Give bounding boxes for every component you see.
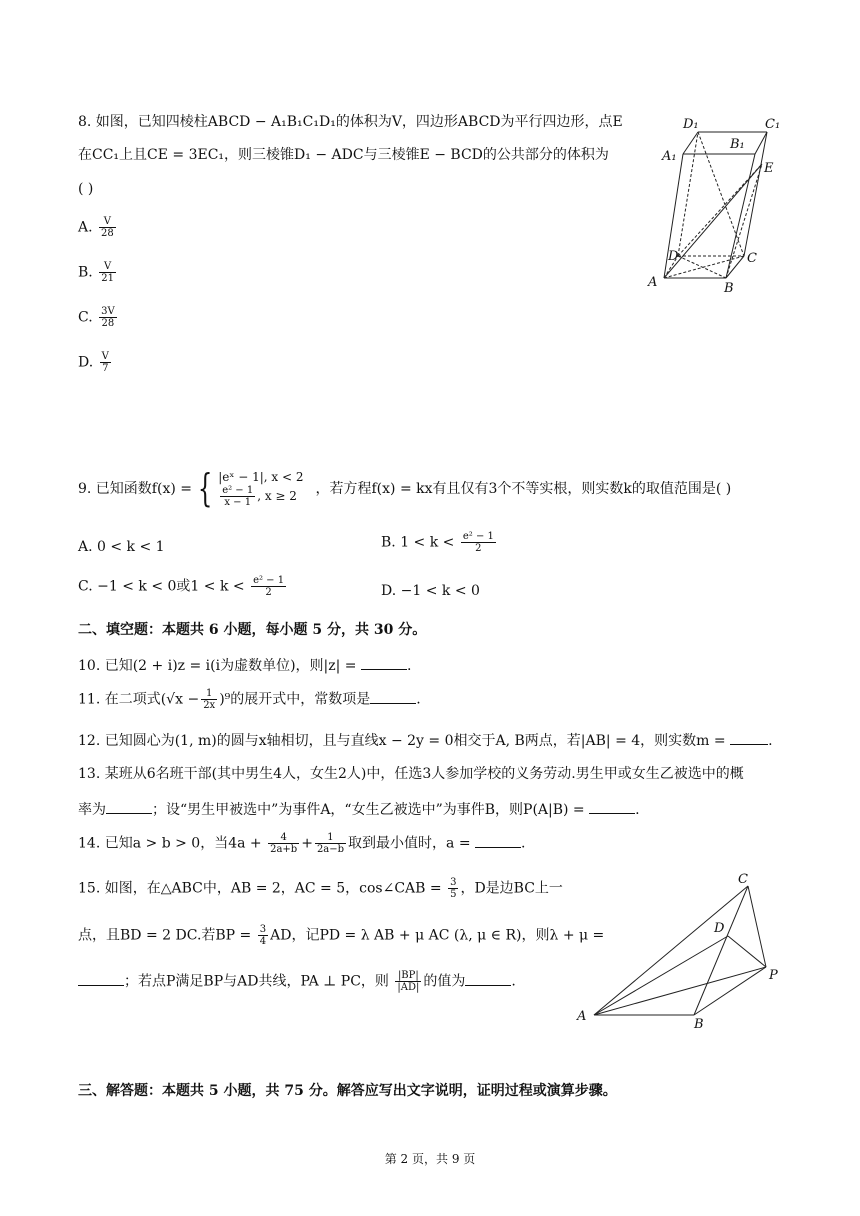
fraction-numerator: 4 — [268, 832, 299, 844]
q15-bp-fraction — [258, 924, 268, 947]
q13-prefix: 率为 — [78, 802, 106, 818]
fraction-numerator: 3V — [101, 306, 115, 317]
fraction-numerator: e² − 1 — [462, 531, 494, 542]
q8-option-d — [78, 351, 113, 374]
q11-prefix: 11. 在二项式(√x − — [78, 691, 200, 708]
q8-prism-figure — [640, 108, 790, 298]
fraction-denominator: 2 — [475, 543, 482, 554]
segment-b-c — [694, 886, 748, 1015]
label-a1: A₁ — [662, 149, 677, 164]
q9-option-c — [78, 575, 288, 598]
q11-fraction — [201, 688, 217, 711]
q15-end: . — [511, 973, 516, 990]
option-text: B. 1 < k < — [381, 534, 455, 551]
section-2-heading: 二、填空题：本题共 6 小题，每小题 5 分，共 30 分。 — [78, 622, 427, 638]
option-label: B. — [78, 264, 93, 281]
edge-d1-a1 — [683, 132, 698, 154]
option-label: D. — [78, 354, 94, 371]
q14-fraction-2 — [315, 832, 346, 855]
q14 — [78, 832, 525, 855]
q8-option-c — [78, 306, 119, 329]
q15-text: 点，且BD = 2 DC.若BP = — [78, 927, 252, 944]
q15-text: ；若点P满足BP与AD共线，PA ⊥ PC，则 — [124, 973, 389, 990]
q8-option-a — [78, 216, 118, 239]
label-p: P — [769, 968, 778, 983]
answer-blank — [106, 801, 152, 814]
q8-option-b — [78, 261, 118, 284]
q10-text: 10. 已知(2 + i)z = i(i为虚数单位)，则|z| = — [78, 658, 357, 674]
fraction-numerator: 3 — [259, 924, 267, 935]
answer-blank — [475, 835, 521, 848]
q15-text: 的值为 — [423, 973, 466, 990]
q14-fraction-1 — [268, 832, 299, 855]
label-d: D — [714, 921, 725, 936]
fraction-numerator: e² − 1 — [222, 484, 254, 496]
q10-end: . — [406, 658, 412, 674]
edge-c-c1 — [744, 132, 767, 256]
fraction-denominator: 2a+b — [270, 844, 298, 855]
segment-a-d — [594, 936, 728, 1015]
page-footer: 第 2 页，共 9 页 — [384, 1152, 476, 1166]
q15-text: ，D是边BC上一 — [460, 880, 563, 897]
fraction-numerator: 1 — [315, 832, 346, 844]
section-3-heading: 三、解答题：本题共 5 小题，共 75 分。解答应写出文字说明，证明过程或演算步骤。 — [78, 1083, 617, 1099]
q15-triangle-figure — [570, 870, 790, 1030]
fraction-denominator: 7 — [102, 363, 109, 374]
answer-blank — [465, 973, 511, 986]
fraction-numerator: 3 — [450, 877, 457, 888]
fraction-numerator: V — [101, 351, 109, 362]
q12-text: 12. 已知圆心为(1, m)的圆与x轴相切，且与直线x − 2y = 0相交于A, B两点，若|AB| = 4，则实数m = — [78, 733, 726, 749]
q12-end: . — [768, 733, 773, 749]
answer-blank — [589, 801, 635, 814]
label-d1: D₁ — [683, 117, 699, 132]
fraction-numerator: V — [99, 216, 116, 228]
q13-end: . — [635, 802, 640, 818]
segment-a-c — [594, 886, 748, 1015]
label-a: A — [648, 275, 658, 290]
fraction-denominator: 4 — [259, 936, 267, 947]
q9-piecewise — [218, 469, 303, 508]
q9-prefix: 9. 已知函数f(x) = — [78, 481, 192, 497]
plus-sign: + — [301, 835, 313, 852]
q9-option-b — [381, 531, 498, 554]
fraction-numerator: V — [99, 261, 116, 273]
option-fraction — [99, 216, 116, 239]
q14-end: . — [521, 835, 526, 852]
option-fraction — [100, 351, 111, 374]
q12 — [78, 731, 773, 751]
q15-text: AD，记PD = λ AB + μ AC (λ, μ ∈ R)，则λ + μ = — [270, 927, 605, 944]
piece-2 — [218, 485, 303, 508]
label-c: C — [738, 872, 748, 887]
fraction-denominator: 2 — [265, 587, 272, 598]
option-label: A. — [78, 219, 93, 236]
answer-blank — [730, 732, 768, 745]
q15-line1 — [78, 877, 563, 900]
q14-prefix: 14. 已知a > b > 0，当4a + — [78, 835, 262, 852]
option-text: C. −1 < k < 0或1 < k < — [78, 578, 245, 595]
q9-option-a: A. 0 < k < 1 — [78, 539, 165, 555]
label-c: C — [747, 251, 757, 266]
option-label: C. — [78, 309, 93, 326]
label-b1: B₁ — [730, 137, 745, 152]
label-a: A — [577, 1009, 587, 1024]
label-c1: C₁ — [765, 117, 781, 132]
q11-end: . — [416, 691, 421, 708]
piecewise-brace-icon: { — [197, 466, 213, 510]
fraction-numerator: 1 — [201, 688, 217, 700]
q8-line2: 在CC₁上且CE = 3EC₁，则三棱锥D₁ − ADC与三棱锥E − BCD的公共部分的体积为 — [78, 147, 609, 163]
fraction-denominator: 28 — [101, 318, 115, 329]
option-fraction — [99, 306, 117, 329]
q13-line1: 13. 某班从6名班干部(其中男生4人，女生2人)中，任选3人参加学校的义务劳动.男生甲或女生乙被选中的概 — [78, 766, 744, 782]
q10 — [78, 656, 411, 676]
piece-1: |eˣ − 1|, x < 2 — [218, 469, 304, 484]
fraction-denominator: 2a−b — [316, 844, 345, 855]
q9-stem — [78, 462, 731, 514]
fraction-numerator: e² − 1 — [253, 575, 285, 586]
q9-suffix: ，若方程f(x) = kx有且仅有3个不等实根，则实数k的取值范围是( ) — [315, 481, 732, 497]
segment-b-p — [694, 967, 766, 1015]
q9-option-d: D. −1 < k < 0 — [381, 583, 480, 599]
q15-ratio-fraction — [395, 970, 421, 993]
fraction-denominator: 5 — [450, 889, 457, 900]
edge-d-e — [678, 164, 762, 256]
q11 — [78, 688, 421, 711]
q8-line3: ( ) — [78, 181, 94, 197]
piece-2-fraction — [220, 485, 255, 508]
label-b: B — [724, 281, 734, 296]
q13-middle: ；设“男生甲被选中”为事件A，“女生乙被选中”为事件B，则P(A|B) = — [152, 802, 585, 818]
answer-blank — [361, 657, 407, 670]
answer-blank — [370, 691, 416, 704]
q15-line2 — [78, 924, 604, 947]
label-e: E — [764, 161, 774, 176]
fraction-denominator: |AD| — [397, 982, 420, 993]
answer-blank — [78, 973, 124, 986]
option-fraction — [251, 575, 286, 598]
edge-d-b — [678, 256, 726, 278]
fraction-denominator: 21 — [101, 273, 114, 284]
q13-line2 — [78, 800, 640, 820]
q8-line1: 8. 如图，已知四棱柱ABCD − A₁B₁C₁D₁的体积为V，四边形ABCD为平行四边形，点E — [78, 114, 623, 130]
fraction-numerator: |BP| — [395, 970, 421, 982]
label-b: B — [694, 1017, 704, 1030]
q11-suffix: )⁹的展开式中，常数项是 — [219, 691, 371, 708]
segment-a-p — [594, 967, 766, 1015]
option-fraction — [99, 261, 116, 284]
q15-cos-fraction — [448, 877, 458, 900]
fraction-denominator: 2x — [203, 700, 216, 711]
fraction-denominator: x − 1 — [224, 496, 252, 508]
option-fraction — [461, 531, 496, 554]
q14-suffix: 取到最小值时，a = — [348, 835, 471, 852]
q15-line3 — [78, 970, 516, 993]
piece-2-condition: , x ≥ 2 — [257, 488, 297, 503]
label-d: D — [668, 249, 679, 264]
fraction-denominator: 28 — [101, 228, 114, 239]
q15-text: 15. 如图，在△ABC中，AB = 2，AC = 5，cos∠CAB = — [78, 880, 442, 897]
